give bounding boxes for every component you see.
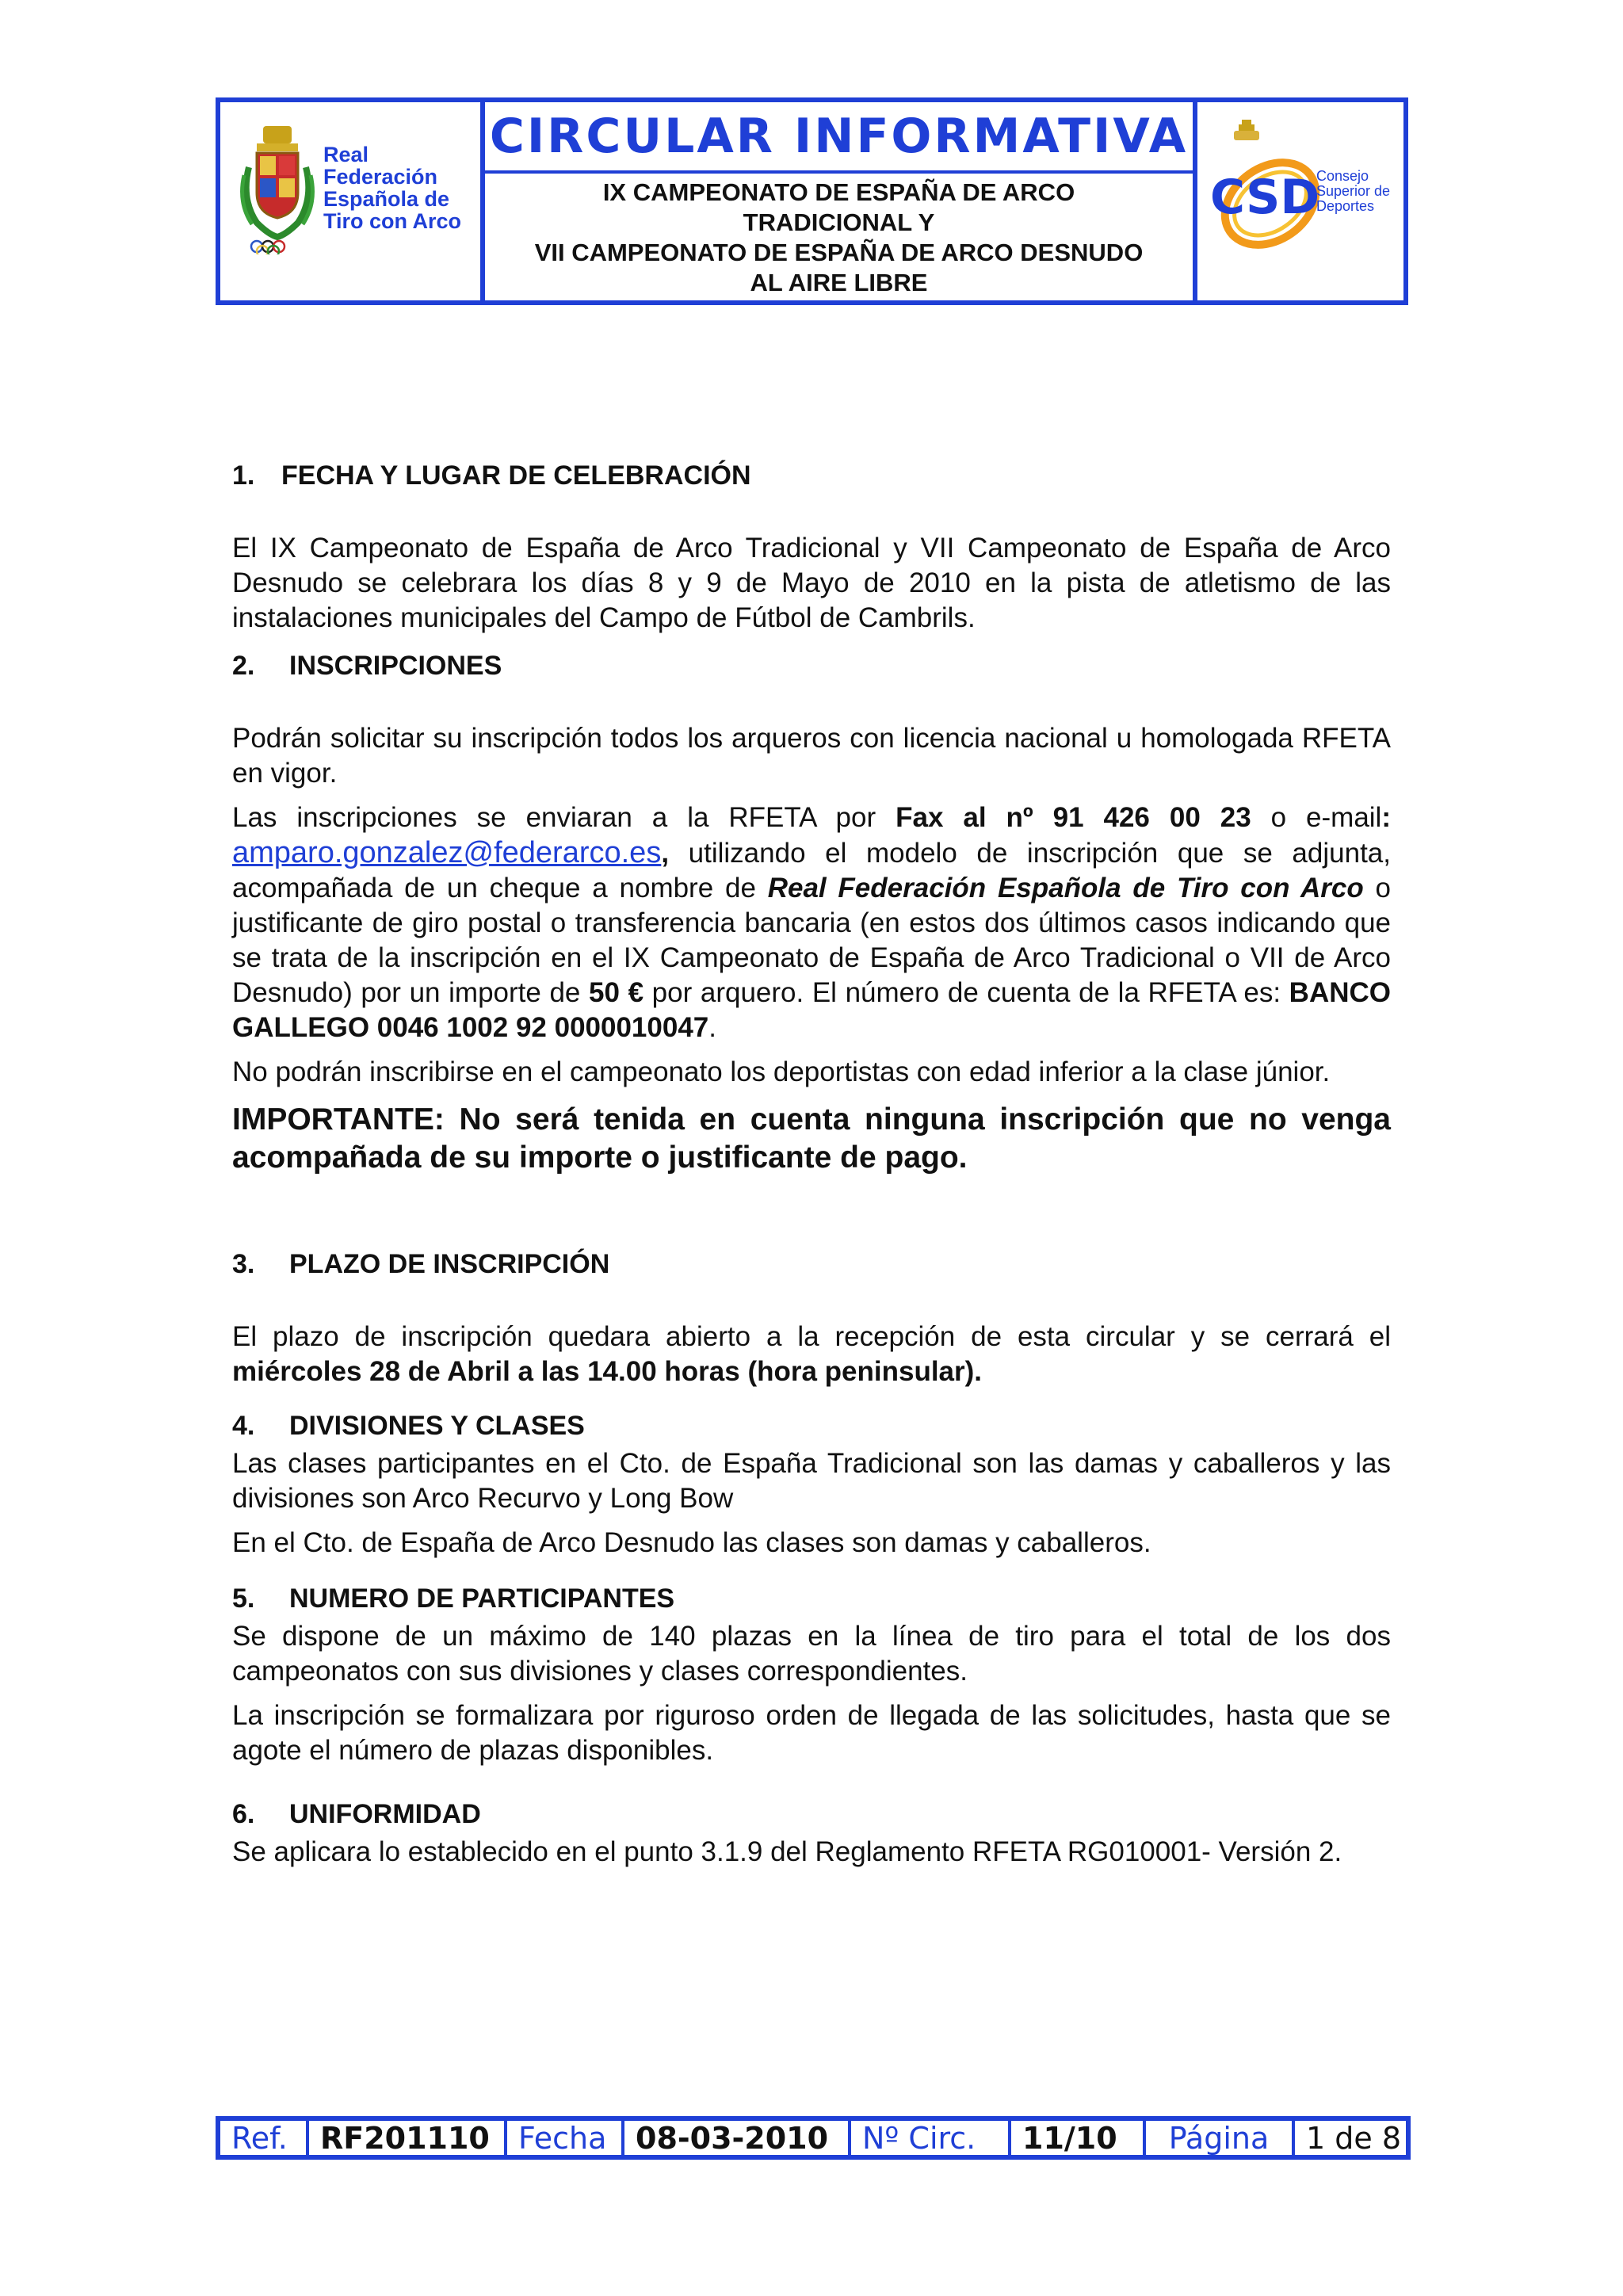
section-number: 2. xyxy=(232,651,255,681)
bank-account: BANCO GALLEGO 0046 1002 92 0000010047 xyxy=(232,977,1391,1043)
section-number: 5. xyxy=(232,1584,255,1614)
subtitle-line: AL AIRE LIBRE xyxy=(750,269,928,296)
fee-amount: 50 € xyxy=(589,977,644,1008)
text: o e-mail xyxy=(1251,802,1382,833)
text: : xyxy=(1381,802,1391,833)
document-body xyxy=(232,458,1391,1870)
paragraph: En el Cto. de España de Arco Desnudo las clases son damas y caballeros. xyxy=(232,1527,1151,1558)
section-title: NUMERO DE PARTICIPANTES xyxy=(289,1584,675,1614)
circ-value: 11/10 xyxy=(1011,2121,1146,2155)
csd-name-line: Deportes xyxy=(1316,198,1375,214)
ref-label: Ref. xyxy=(220,2121,309,2155)
document-header xyxy=(216,97,1408,305)
paragraph: La inscripción se formalizara por riguroso orden de llegada de las solicitudes, hasta que se agote el número de plazas disponibles. xyxy=(232,1700,1391,1766)
section-number: 1. xyxy=(232,460,255,491)
section-title: DIVISIONES Y CLASES xyxy=(289,1411,585,1441)
paragraph: El IX Campeonato de España de Arco Tradicional y VII Campeonato de España de Arco Desnudo se celebrara los días 8 y 9 de Mayo de 2010 en la pista de atletismo de las instalaciones municipales del Campo de Fútbol de Cambrils. xyxy=(232,533,1391,633)
section-heading xyxy=(232,1797,1391,1832)
text: utilizando el modelo de inscripción que se adjunta, acompañada de un cheque a nombre de xyxy=(232,838,1391,904)
date-value: 08-03-2010 xyxy=(624,2121,851,2155)
text: El plazo de inscripción quedara abierto a la recepción de esta circular y se cerrará el xyxy=(232,1321,1391,1352)
paragraph: Las clases participantes en el Cto. de España Tradicional son las damas y caballeros y las divisiones son Arco Recurvo y Long Bow xyxy=(232,1448,1391,1514)
text: o justificante de giro postal o transferencia bancaria (en estos dos últimos casos indicando que se trata de la inscripción en el IX Campeonato de España de Arco Tradicional o VII de Arco Desnudo) por un importe de xyxy=(232,873,1391,1008)
subtitle-line: IX CAMPEONATO DE ESPAÑA DE ARCO xyxy=(602,178,1075,206)
text: , xyxy=(661,838,670,869)
section-title: PLAZO DE INSCRIPCIÓN xyxy=(289,1249,610,1279)
section-title: UNIFORMIDAD xyxy=(289,1799,481,1829)
section-title: FECHA Y LUGAR DE CELEBRACIÓN xyxy=(281,460,751,491)
csd-name-line: Superior de xyxy=(1316,183,1391,199)
federation-name: Real Federación Española de Tiro con Arco xyxy=(767,873,1364,904)
paragraph: Podrán solicitar su inscripción todos los arqueros con licencia nacional u homologada RFETA en vigor. xyxy=(232,723,1391,789)
text: Las inscripciones se enviaran a la RFETA por xyxy=(232,802,896,833)
section-number: 3. xyxy=(232,1249,255,1279)
section-heading xyxy=(232,648,1391,683)
paragraph: No podrán inscribirse en el campeonato los deportistas con edad inferior a la clase júnior. xyxy=(232,1056,1331,1087)
paragraph: Se aplicara lo establecido en el punto 3.1.9 del Reglamento RFETA RG010001- Versión 2. xyxy=(232,1836,1342,1867)
paragraph xyxy=(232,1320,1391,1389)
subtitle-line: VII CAMPEONATO DE ESPAÑA DE ARCO DESNUDO xyxy=(534,239,1144,266)
header-title-cell xyxy=(485,102,1193,300)
section-heading xyxy=(232,1247,1391,1282)
rfeta-name-line: Tiro con Arco xyxy=(323,209,462,233)
text: . xyxy=(708,1012,716,1043)
email-link[interactable]: amparo.gonzalez@federarco.es xyxy=(232,836,662,869)
section-number: 6. xyxy=(232,1799,255,1829)
paragraph xyxy=(232,800,1391,1045)
subtitle-line: TRADICIONAL Y xyxy=(743,208,935,236)
rfeta-logo-cell xyxy=(220,102,485,300)
rfeta-crest-icon xyxy=(233,120,322,254)
csd-logo-icon xyxy=(1205,117,1324,275)
section-heading xyxy=(232,1408,1391,1443)
paragraph: Se dispone de un máximo de 140 plazas en la línea de tiro para el total de los dos campeonatos con sus divisiones y clases correspondientes. xyxy=(232,1621,1391,1687)
important-notice: IMPORTANTE: No será tenida en cuenta ninguna inscripción que no venga acompañada de su importe o justificante de pago. xyxy=(232,1102,1391,1175)
section-heading xyxy=(232,1581,1391,1616)
section-number: 4. xyxy=(232,1411,255,1441)
date-label: Fecha xyxy=(507,2121,624,2155)
ref-value: RF201110 xyxy=(309,2121,507,2155)
section-title: INSCRIPCIONES xyxy=(289,651,502,681)
rfeta-name xyxy=(323,143,480,232)
section-heading xyxy=(232,458,1391,493)
deadline: miércoles 28 de Abril a las 14.00 horas (hora peninsular). xyxy=(232,1356,983,1387)
document-footer xyxy=(216,2116,1411,2160)
csd-name-line: Consejo xyxy=(1316,168,1369,184)
fax-number: Fax al nº 91 426 00 23 xyxy=(896,802,1251,833)
page-title: CIRCULAR INFORMATIVA xyxy=(485,102,1193,174)
csd-logo-cell xyxy=(1193,102,1403,300)
header-subtitle xyxy=(485,174,1193,300)
csd-abbr: CSD xyxy=(1210,170,1320,225)
page-label: Página xyxy=(1146,2121,1295,2155)
text: por arquero. El número de cuenta de la RFETA es: xyxy=(643,977,1289,1008)
csd-name xyxy=(1316,169,1390,214)
rfeta-name-line: Española de xyxy=(323,187,450,211)
rfeta-name-line: Real Federación xyxy=(323,143,438,189)
circ-label: Nº Circ. xyxy=(851,2121,1011,2155)
page-value: 1 de 8 xyxy=(1306,2120,1402,2156)
